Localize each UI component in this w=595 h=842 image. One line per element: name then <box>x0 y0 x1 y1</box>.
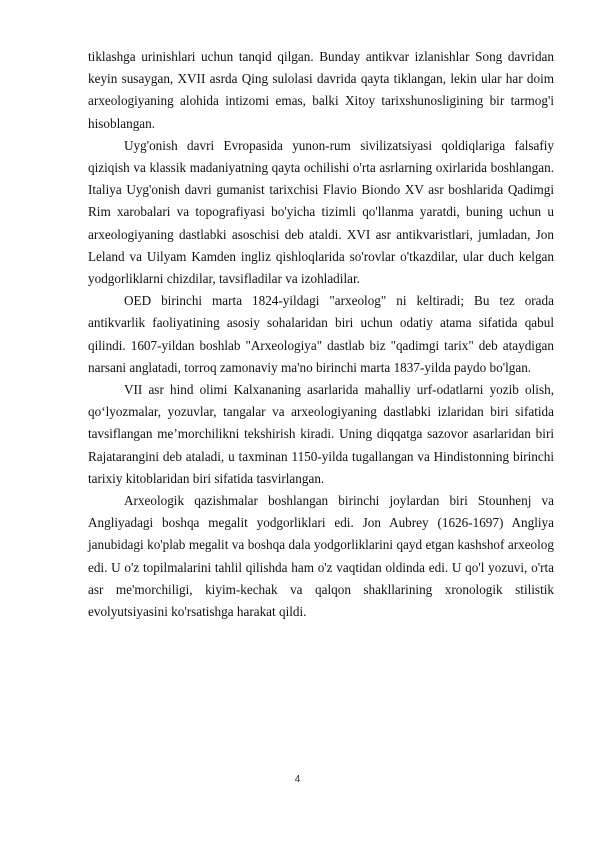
paragraph-4: VII asr hind olimi Kalxananing asarlarida mahalliy urf-odatlarni yozib olish, qo‘lyozmalar, yozuvlar, tangalar va arxeologiyaning dastlabki izlaridan biri sifatida tavsiflangan me’morchilikni tekshirish kiradi. Uning diqqatga sazovor asarlaridan biri Rajatarangini deb ataladi, u taxminan 1150-yilda tugallangan va Hindistonning birinchi tarixiy kitoblaridan biri sifatida tasvirlangan. <box>88 382 554 486</box>
paragraph-5: Arxeologik qazishmalar boshlangan birinchi joylardan biri Stounhenj va Angliyadagi boshqa megalit yodgorliklari edi. Jon Aubrey (1626-1697) Angliya janubidagi ko'plab megalit va boshqa dala yodgorliklarini qayd etgan kashshof arxeolog edi. U o'z topilmalarini tahlil qilishda ham o'z vaqtidan oldinda edi. U qo'l yozuvi, o'rta asr me'morchiligi, kiyim-kechak va qalqon shakllarining xronologik stilistik evolyutsiyasini ko'rsatishga harakat qildi. <box>88 493 554 620</box>
page-number: 4 <box>294 774 301 785</box>
paragraph-3: OED birinchi marta 1824-yildagi "arxeolog" ni keltiradi; Bu tez orada antikvarlik faoliyatining asosiy sohalaridan biri uchun odatiy atama sifatida qabul qilindi. 1607-yildan boshlab "Arxeologiya" dastlab biz "qadimgi tarix" deb ataydigan narsani anglatadi, torroq zamonaviy ma'no birinchi marta 1837-yilda paydo bo'lgan. <box>88 293 554 375</box>
document-body <box>88 46 554 623</box>
paragraph-1: tiklashga urinishlari uchun tanqid qilgan. Bunday antikvar izlanishlar Song davridan keyin susaygan, XVII asrda Qing sulolasi davrida qayta tiklangan, lekin ular har doim arxeologiyaning alohida intizomi emas, balki Xitoy tarixshunosligining bir tarmog'i hisoblangan. <box>88 49 554 131</box>
paragraph-2: Uyg'onish davri Evropasida yunon-rum sivilizatsiyasi qoldiqlariga falsafiy qiziqish va klassik madaniyatning qayta ochilishi o'rta asrlarning oxirlarida boshlangan. Italiya Uyg'onish davri gumanist tarixchisi Flavio Biondo XV asr boshlarida Qadimgi Rim xarobalari va topografiyasi bo'yicha tizimli qo'llanma yaratdi, buning uchun u arxeologiyaning dastlabki asoschisi deb ataldi. XVI asr antikvaristlari, jumladan, Jon Leland va Uilyam Kamden ingliz qishloqlarida so'rovlar o'tkazdilar, ular duch kelgan yodgorliklarni chizdilar, tavsifladilar va izohladilar. <box>88 137 554 287</box>
